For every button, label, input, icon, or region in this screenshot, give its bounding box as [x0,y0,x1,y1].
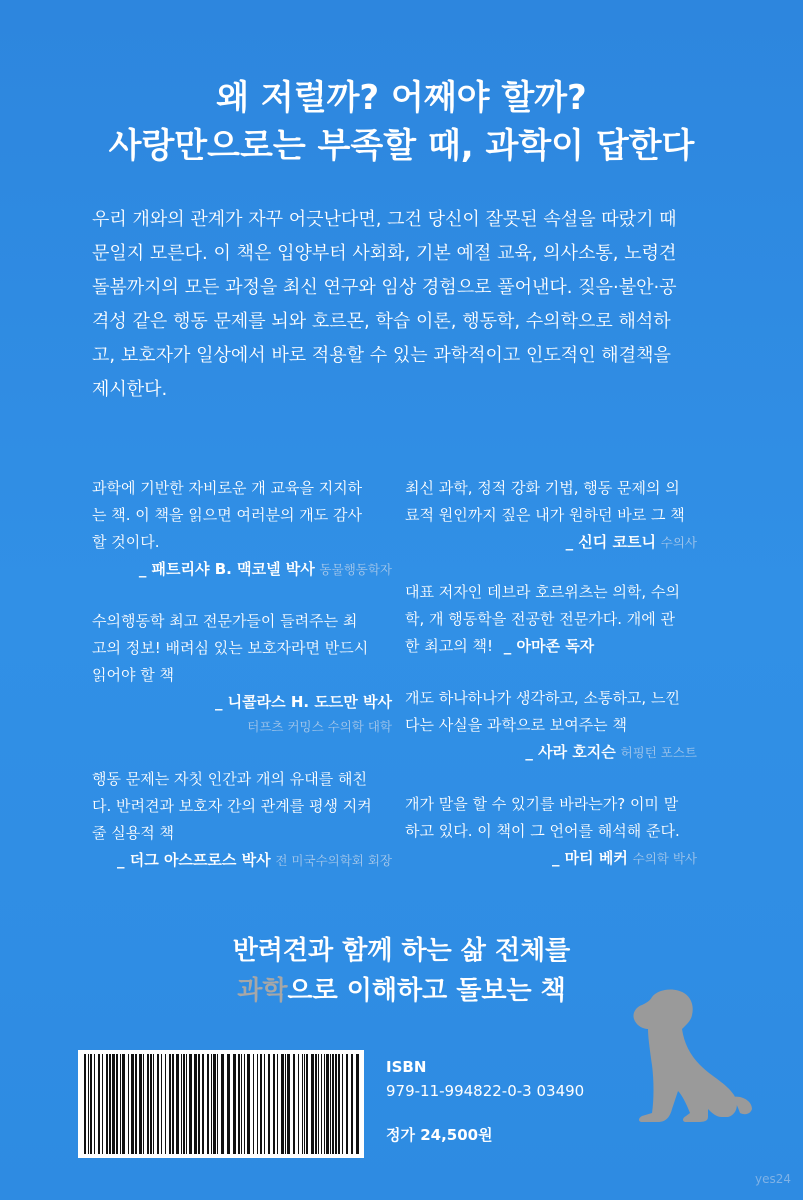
barcode-bar [227,1054,230,1154]
intro-line: 격성 같은 행동 문제를 뇌와 호르몬, 학습 이론, 행동학, 수의학으로 해석하 [92,311,671,332]
quote-line: 다. 반려견과 보호자 간의 관계를 평생 지켜 [92,797,372,815]
quote-author: _ 더그 아스프로스 박사 [117,851,271,869]
quote-line: 읽어야 할 책 [92,666,174,684]
barcode-bar [330,1054,331,1154]
quote-attribution [405,529,697,556]
barcode-bar [244,1054,245,1154]
isbn-label: ISBN [386,1058,427,1076]
barcode-bar [153,1054,154,1154]
barcode-bars [78,1050,364,1158]
barcode-bar [116,1054,118,1154]
barcode-bar [181,1054,182,1154]
barcode-bar [189,1054,192,1154]
quote-author-role: 터프츠 커밍스 수의학 대학 [247,719,392,734]
barcode-bar [207,1054,209,1154]
quote-author-role: 동물행동학자 [319,562,392,577]
barcode-bar [335,1054,337,1154]
barcode-bar [112,1054,115,1154]
barcode-bar [213,1054,216,1154]
barcode-bar [338,1054,340,1154]
barcode-bar [122,1054,125,1154]
barcode-bar [102,1054,103,1154]
headline-line-2: 사랑만으로는 부족할 때, 과학이 답한다 [108,126,695,166]
barcode-bar [183,1054,185,1154]
barcode-bar [109,1054,111,1154]
barcode-bar [311,1054,314,1154]
intro-line: 문일지 모른다. 이 책은 입양부터 사회화, 기본 예절 교육, 의사소통, 노령견 [92,243,677,264]
intro-line: 돌봄까지의 모든 과정을 최신 연구와 임상 경험으로 풀어낸다. 짖음·불안·공 [92,277,677,298]
quote-author: _ 신디 코트니 [565,533,656,551]
quote-line: 고의 정보! 배려심 있는 보호자라면 반드시 [92,639,369,657]
barcode-bar [172,1054,174,1154]
barcode-bar [88,1054,89,1154]
barcode-bar [202,1054,204,1154]
barcode-bar [277,1054,278,1154]
dog-silhouette-icon [612,985,762,1125]
barcode-bar [342,1054,343,1154]
barcode-bar [253,1054,254,1154]
headline-line-1: 왜 저럴까? 어째야 할까? [216,78,587,118]
intro-line: 고, 보호자가 일상에서 바로 적용할 수 있는 과학적이고 인도적인 해결책을 [92,345,671,366]
barcode [78,1050,364,1158]
barcode-bar [315,1054,317,1154]
endorsement-quote [92,766,392,874]
endorsement-quote [405,579,697,660]
barcode-bar [186,1054,187,1154]
barcode-bar [194,1054,197,1154]
endorsement-quote [92,608,392,738]
barcode-bar [247,1054,250,1154]
intro-paragraph [92,203,717,407]
quote-line: 행동 문제는 자칫 인간과 개의 유대를 해친 [92,770,367,788]
quote-line: 는 책. 이 책을 읽으면 여러분의 개도 감사 [92,506,362,524]
quote-line: 할 것이다. [92,533,160,551]
barcode-bar [84,1054,86,1154]
quote-line: 료적 원인까지 짚은 내가 원하던 바로 그 책 [405,506,685,524]
quote-attribution [405,739,697,766]
barcode-bar [221,1054,224,1154]
barcode-bar [356,1054,359,1154]
quote-line: 수의행동학 최고 전문가들이 들려주는 최 [92,612,358,630]
quote-author: _ 아마존 독자 [503,637,595,655]
barcode-bar [273,1054,275,1154]
barcode-bar [324,1054,325,1154]
barcode-bar [150,1054,152,1154]
quote-author: _ 마티 베커 [551,849,628,867]
barcode-bar [94,1054,95,1154]
barcode-bar [165,1054,166,1154]
barcode-bar [98,1054,100,1154]
barcode-bar [326,1054,329,1154]
barcode-bar [351,1054,353,1154]
barcode-bar [304,1054,305,1154]
tagline-rest: 으로 이해하고 돌보는 책 [287,976,566,1006]
quote-attribution [92,847,392,874]
tagline-line-1: 반려견과 함께 하는 삶 전체를 [232,936,571,966]
barcode-bar [135,1054,137,1154]
intro-line: 제시한다. [92,379,168,400]
barcode-bar [161,1054,162,1154]
quote-author: _ 패트리샤 B. 맥코넬 박사 [138,560,315,578]
barcode-bar [306,1054,308,1154]
barcode-bar [346,1054,348,1154]
quote-line: 최신 과학, 정적 강화 기법, 행동 문제의 의 [405,479,680,497]
barcode-bar [90,1054,92,1154]
barcode-bar [264,1054,265,1154]
barcode-bar [106,1054,108,1154]
barcode-bar [131,1054,134,1154]
barcode-bar [238,1054,240,1154]
barcode-bar [332,1054,334,1154]
barcode-bar [217,1054,218,1154]
barcode-bar [321,1054,322,1154]
quote-attribution [92,556,392,583]
quote-line: 과학에 기반한 자비로운 개 교육을 지지하 [92,479,363,497]
barcode-bar [285,1054,286,1154]
quote-author: _ 사라 호지슨 [525,743,616,761]
barcode-bar [233,1054,236,1154]
quote-author-role: 허핑턴 포스트 [620,745,697,760]
quote-line: 줄 실용적 책 [92,824,174,842]
barcode-bar [211,1054,212,1154]
barcode-bar [169,1054,171,1154]
quote-line: 개가 말을 할 수 있기를 바라는가? 이미 말 [405,795,679,813]
quote-line-tail: 한 최고의 책! [405,637,493,655]
barcode-bar [257,1054,258,1154]
watermark: yes24 [755,1172,792,1186]
quote-author-role: 수의학 박사 [632,851,697,866]
tagline-highlight: 과학 [237,976,288,1006]
quote-line: 대표 저자인 데브라 호르위츠는 의학, 수의 [405,583,680,601]
barcode-bar [120,1054,121,1154]
barcode-bar [318,1054,319,1154]
quote-line: 다는 사실을 과학으로 보여주는 책 [405,716,627,734]
barcode-bar [143,1054,144,1154]
barcode-bar [298,1054,299,1154]
barcode-bar [147,1054,149,1154]
barcode-bar [241,1054,242,1154]
quote-line: 학, 개 행동학을 전공한 전문가다. 개에 관 [405,610,675,628]
endorsement-quote [405,685,697,766]
barcode-bar [287,1054,290,1154]
barcode-bar [293,1054,295,1154]
isbn-number: 979-11-994822-0-3 03490 [386,1082,585,1100]
quote-line [405,633,697,660]
barcode-bar [302,1054,303,1154]
barcode-bar [281,1054,284,1154]
barcode-bar [260,1054,262,1154]
quote-attribution [92,689,392,716]
barcode-bar [157,1054,159,1154]
quote-line: 하고 있다. 이 책이 그 언어를 해석해 준다. [405,822,680,840]
barcode-bar [176,1054,179,1154]
intro-line: 우리 개와의 관계가 자꾸 어긋난다면, 그건 당신이 잘못된 속설을 따랐기 때 [92,209,677,230]
quote-author: _ 니콜라스 H. 도드만 박사 [214,693,392,711]
endorsement-quote [92,475,392,583]
quote-author-role: 전 미국수의학회 회장 [275,853,392,868]
endorsement-quote [405,791,697,872]
price: 정가 24,500원 [386,1126,493,1144]
quote-attribution [405,845,697,872]
endorsement-quote [405,475,697,556]
quote-author-role: 수의사 [660,535,697,550]
barcode-bar [268,1054,270,1154]
barcode-bar [198,1054,200,1154]
quote-line: 개도 하나하나가 생각하고, 소통하고, 느낀 [405,689,680,707]
barcode-bar [128,1054,129,1154]
barcode-bar [139,1054,142,1154]
